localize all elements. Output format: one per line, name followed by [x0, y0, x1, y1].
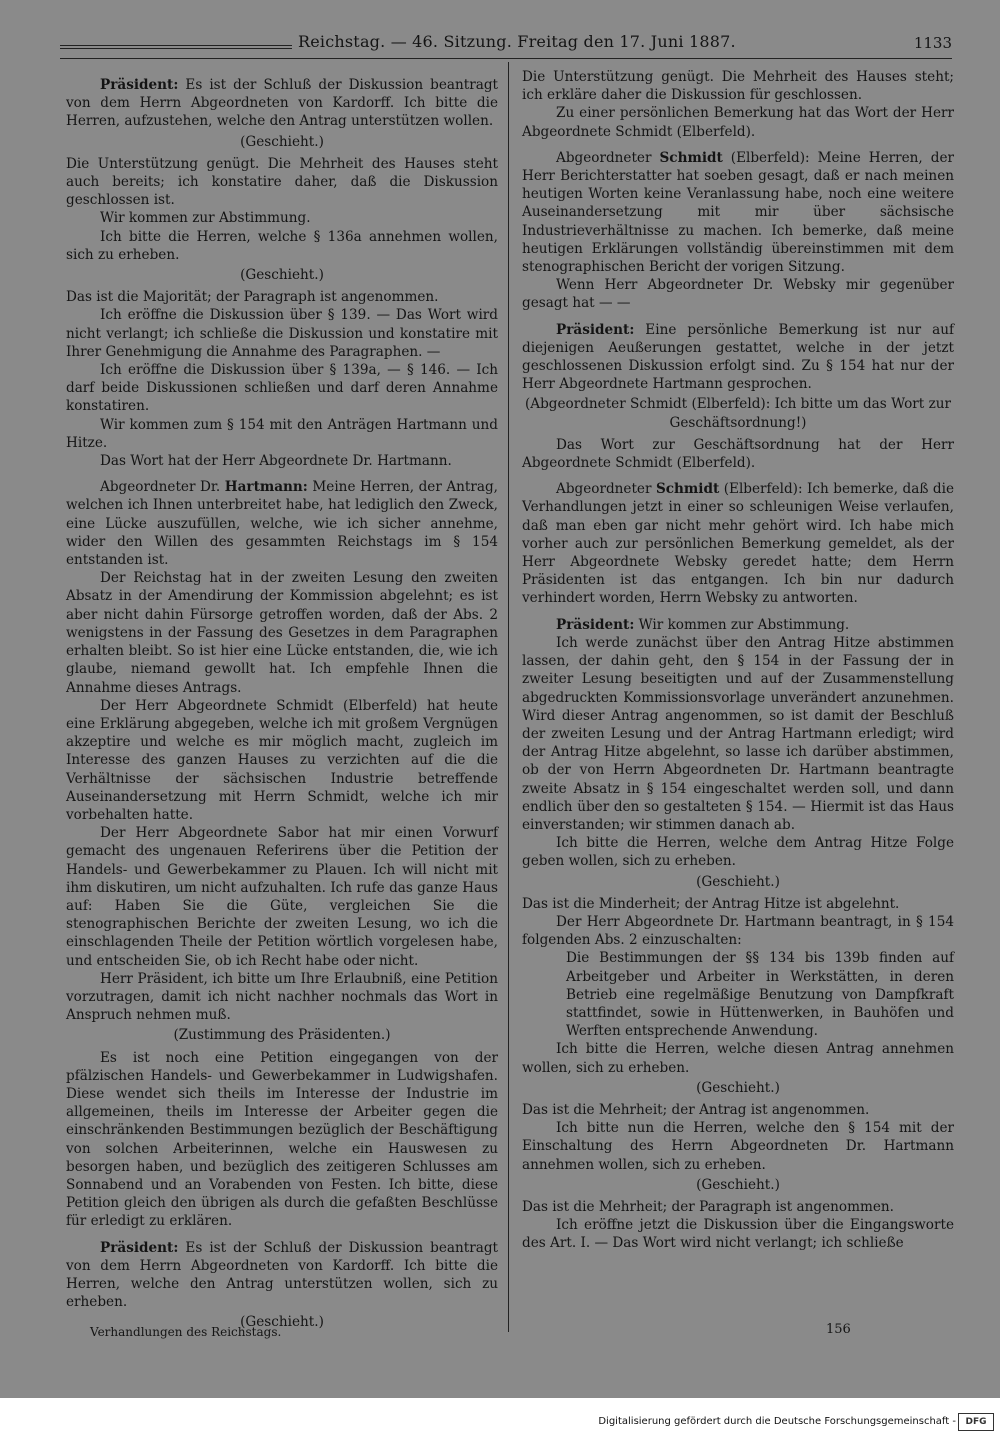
paragraph: Die Unterstützung genügt. Die Mehrheit des Hauses steht auch bereits; ich konstatire daher, daß die Diskussion geschlossen ist. [66, 155, 498, 209]
speech-paragraph [522, 616, 954, 634]
dfg-credit-text: Digitalisierung gefördert durch die Deutsche Forschungsgemeinschaft - [598, 1416, 956, 1427]
paragraph: Ich werde zunächst über den Antrag Hitze abstimmen lassen, der dahin geht, den § 154 in der Fassung der in zweiter Lesung beseitigten und auf der Zusammenstellung abgedruckten Kommissionsvorlage unverändert anzunehmen. Wird dieser Antrag angenommen, so ist damit der Beschluß der zweiten Lesung und der Antrag Hartmann erledigt; wird der Antrag Hitze abgelehnt, so lasse ich darüber abstimmen, ob der von Herrn Abgeordneten Dr. Hartmann beantragte zweite Absatz in § 154 eingeschaltet werden soll, und dann endlich über den so gestalteten § 154. — Hiermit ist das Haus einverstanden; wir stimmen danach ab. [522, 634, 954, 833]
speech-paragraph [522, 149, 954, 276]
speech-paragraph [522, 321, 954, 394]
speaker-name: Präsident: [100, 77, 179, 93]
right-column [522, 68, 954, 1253]
speech-text: Meine Herren, der Herr Berichterstatter hat soeben gesagt, daß er nach meinen heutigen Worten keine Veranlassung habe, noch eine weitere Auseinandersetzung mit mir über sächsische Industrieverhältnisse zu machen. Ich bemerke, daß meine heutigen Erklärungen vollständig übereinstimmen mit dem stenographischen Bericht der vorigen Sitzung. [522, 149, 955, 276]
footer-signature: 156 [826, 1322, 851, 1337]
paragraph: Der Reichstag hat in der zweiten Lesung den zweiten Absatz in der Amendirung der Kommission abgelehnt; es ist aber nicht dahin Fürsorge getroffen worden, daß der Abs. 2 wenigstens in der Fassung des Gesetzes in dem Paragraphen erhalten bleibt. So ist hier eine Lücke entstanden, die, wie ich glaube, niemand gewollt hat. Ich empfehle Ihnen die Annahme dieses Antrags. [66, 570, 498, 696]
paragraph: Wenn Herr Abgeordneter Dr. Websky mir gegenüber gesagt hat — — [522, 277, 954, 312]
speaker-name: Präsident: [556, 321, 635, 338]
paragraph: Herr Präsident, ich bitte um Ihre Erlaubniß, eine Petition vorzutragen, damit ich nicht nachher nochmals das Wort in Anspruch nehmen muß. [66, 970, 498, 1024]
speech-paragraph [66, 76, 498, 131]
header-rule [60, 45, 292, 46]
paragraph: Ich bitte die Herren, welche § 136a annehmen wollen, sich zu erheben. [66, 228, 498, 263]
paragraph: Ich bitte nun die Herren, welche den § 154 mit der Einschaltung des Herrn Abgeordneten Dr. Hartmann annehmen wollen, sich zu erheben. [522, 1120, 954, 1173]
paragraph: Die Unterstützung genügt. Die Mehrheit des Hauses steht; ich erkläre daher die Diskussion für geschlossen. [522, 69, 954, 104]
header-bottom-rule [60, 58, 952, 59]
paragraph: Ich eröffne jetzt die Diskussion über die Eingangsworte des Art. I. — Das Wort wird nicht verlangt; ich schließe [522, 1217, 954, 1252]
speech-text: Wir kommen zur Abstimmung. [638, 616, 850, 633]
stage-direction: (Geschieht.) [240, 133, 324, 150]
speech-text: Ich bemerke, daß die Verhandlungen jetzt in einer so schleunigen Weise verlaufen, daß man eben gar nicht mehr gehört wird. Ich habe mich vorher auch zur persönlichen Bemerkung gemeldet, als der Herr Abgeordnete Websky geredet hatte; dem Herrn Präsidenten ist das entgangen. Ich bin nur dadurch verhindert worden, Herrn Websky zu antworten. [522, 481, 954, 607]
page-header [60, 30, 952, 60]
stage-direction: (Geschieht.) [696, 873, 780, 890]
stage-direction: (Geschieht.) [240, 1314, 324, 1331]
dfg-credit-bar [0, 1398, 1000, 1432]
paragraph: Wir kommen zum § 154 mit den Anträgen Hartmann und Hitze. [66, 416, 498, 451]
speaker-prefix: Abgeordneter [556, 481, 656, 498]
page-number: 1133 [913, 34, 952, 52]
paragraph: Der Herr Abgeordnete Dr. Hartmann beantragt, in § 154 folgenden Abs. 2 einzuschalten: [522, 913, 954, 949]
paragraph: Das ist die Mehrheit; der Antrag ist angenommen. [522, 1101, 870, 1118]
speech-paragraph [66, 1239, 498, 1312]
left-column [66, 68, 498, 1336]
paragraph: Das ist die Minderheit; der Antrag Hitze ist abgelehnt. [522, 895, 900, 912]
speech-paragraph [522, 480, 954, 607]
speaker-prefix: Abgeordneter [556, 149, 660, 166]
speech-text: Es ist der Schluß der Diskussion beantragt von dem Herrn Abgeordneten von Kardorff. Ich bitte die Herren, aufzustehen, welche den Antrag unterstützen wollen. [66, 77, 498, 130]
stage-direction: (Geschieht.) [696, 1176, 780, 1193]
paragraph: Wir kommen zur Abstimmung. [100, 210, 311, 227]
stage-direction: (Geschieht.) [240, 267, 324, 284]
speaker-name: Präsident: [556, 616, 635, 633]
speaker-name: Schmidt [655, 481, 720, 498]
paragraph: Das ist die Mehrheit; der Paragraph ist angenommen. [522, 1198, 894, 1215]
stage-direction: (Geschieht.) [696, 1079, 780, 1096]
speech-text: Meine Herren, der Antrag, welchen ich Ihnen unterbreitet habe, hat lediglich den Zweck, eine Lücke auszufüllen, welche, wie ich sicher annehme, wider den Willen des gesammten Reichstags im § 154 entstanden ist. [66, 479, 499, 569]
stage-direction: (Zustimmung des Präsidenten.) [173, 1027, 391, 1044]
speaker-suffix: (Elberfeld): [719, 481, 808, 498]
paragraph: Ich eröffne die Diskussion über § 139. — Das Wort wird nicht verlangt; ich schließe die Diskussion und konstatire mit Ihrer Genehmigung die Annahme des Paragraphen. — [66, 307, 498, 360]
paragraph: Es ist noch eine Petition eingegangen von der pfälzischen Handels- und Gewerbekammer in Ludwigshafen. Diese wendet sich theils im Interesse der Industrie im allgemeinen, theils im Interesse der Arbeiter gegen die einschränkenden Bestimmungen bezüglich der Beschäftigung von solchen Arbeiterinnen, welche ein Hauswesen zu besorgen haben, und bezüglich des zeitigeren Schlusses am Sonnabend und an Vorabenden von Festen. Ich bitte, diese Petition gleich den übrigen als durch die gefaßten Beschlüsse für erledigt zu erklären. [66, 1049, 498, 1230]
speech-text: Es ist der Schluß der Diskussion beantragt von dem Herrn Abgeordneten von Kardorff. Ich bitte die Herren, welche den Antrag unterstützen wollen, sich zu erheben. [66, 1239, 498, 1311]
running-title: Reichstag. — 46. Sitzung. Freitag den 17. Juni 1887. [298, 32, 736, 51]
speaker-prefix: Abgeordneter Dr. [100, 479, 225, 496]
speaker-name: Präsident: [100, 1239, 179, 1256]
paragraph: Das Wort hat der Herr Abgeordnete Dr. Hartmann. [100, 453, 452, 470]
paragraph: Das Wort zur Geschäftsordnung hat der Herr Abgeordnete Schmidt (Elberfeld). [522, 436, 954, 472]
stage-direction: (Abgeordneter Schmidt (Elberfeld): Ich bitte um das Wort zur Geschäftsordnung!) [524, 396, 952, 431]
footer-title: Verhandlungen des Reichstags. [90, 1325, 282, 1339]
speech-text: Eine persönliche Bemerkung ist nur auf diejenigen Aeußerungen gestattet, welche in der jetzt geschlossenen Diskussion erfolgt sind. Zu § 154 hat nur der Herr Abgeordnete Hartmann gesprochen. [522, 321, 954, 393]
speaker-name: Schmidt [659, 149, 723, 166]
paragraph: Ich eröffne die Diskussion über § 139a, — § 146. — Ich darf beide Diskussionen schließen und darf deren Annahme konstatiren. [66, 362, 498, 415]
paragraph: Der Herr Abgeordnete Schmidt (Elberfeld) hat heute eine Erklärung abgegeben, welche ich mit großem Vergnügen akzeptire und welche es mir möglich macht, zugleich im Interesse des ganzen Hauses zu verzichten auf die die Verhältnisse der sächsischen Industrie betreffende Auseinandersetzung mit Herrn Schmidt, welche ich mir vorbehalten hatte. [66, 697, 498, 823]
speaker-suffix: (Elberfeld): [722, 149, 818, 166]
column-divider [508, 62, 509, 1332]
paragraph: Ich bitte die Herren, welche diesen Antrag annehmen wollen, sich zu erheben. [522, 1041, 954, 1076]
speaker-name: Hartmann: [224, 479, 308, 496]
paragraph: Der Herr Abgeordnete Sabor hat mir einen Vorwurf gemacht des ungenauen Referirens über die Petition der Handels- und Gewerbekammer zu Plauen. Ich will nicht mit ihm diskutiren, um nicht aufzuhalten. Ich rufe das ganze Haus auf: Haben Sie die Güte, vergleichen Sie die stenographischen Berichte der zweiten Lesung, wo ich die einschlagenden Theile der Petition wörtlich vorgelesen habe, und entscheiden Sie, ob ich Recht habe oder nicht. [66, 825, 498, 969]
paragraph: Zu einer persönlichen Bemerkung hat das Wort der Herr Abgeordnete Schmidt (Elberfeld). [522, 105, 954, 140]
speech-paragraph [66, 478, 498, 569]
quoted-amendment: Die Bestimmungen der §§ 134 bis 139b finden auf Arbeitgeber und Arbeiter in Werkstätten, in deren Betrieb eine regelmäßige Benutzung von Dampfkraft stattfindet, sowie in Hüttenwerken, in Bauhöfen und Werften entsprechende Anwendung. [566, 950, 954, 1040]
paragraph: Ich bitte die Herren, welche dem Antrag Hitze Folge geben wollen, sich zu erheben. [522, 835, 954, 870]
dfg-logo-icon: DFG [958, 1413, 994, 1431]
paragraph: Das ist die Majorität; der Paragraph ist angenommen. [66, 289, 439, 306]
